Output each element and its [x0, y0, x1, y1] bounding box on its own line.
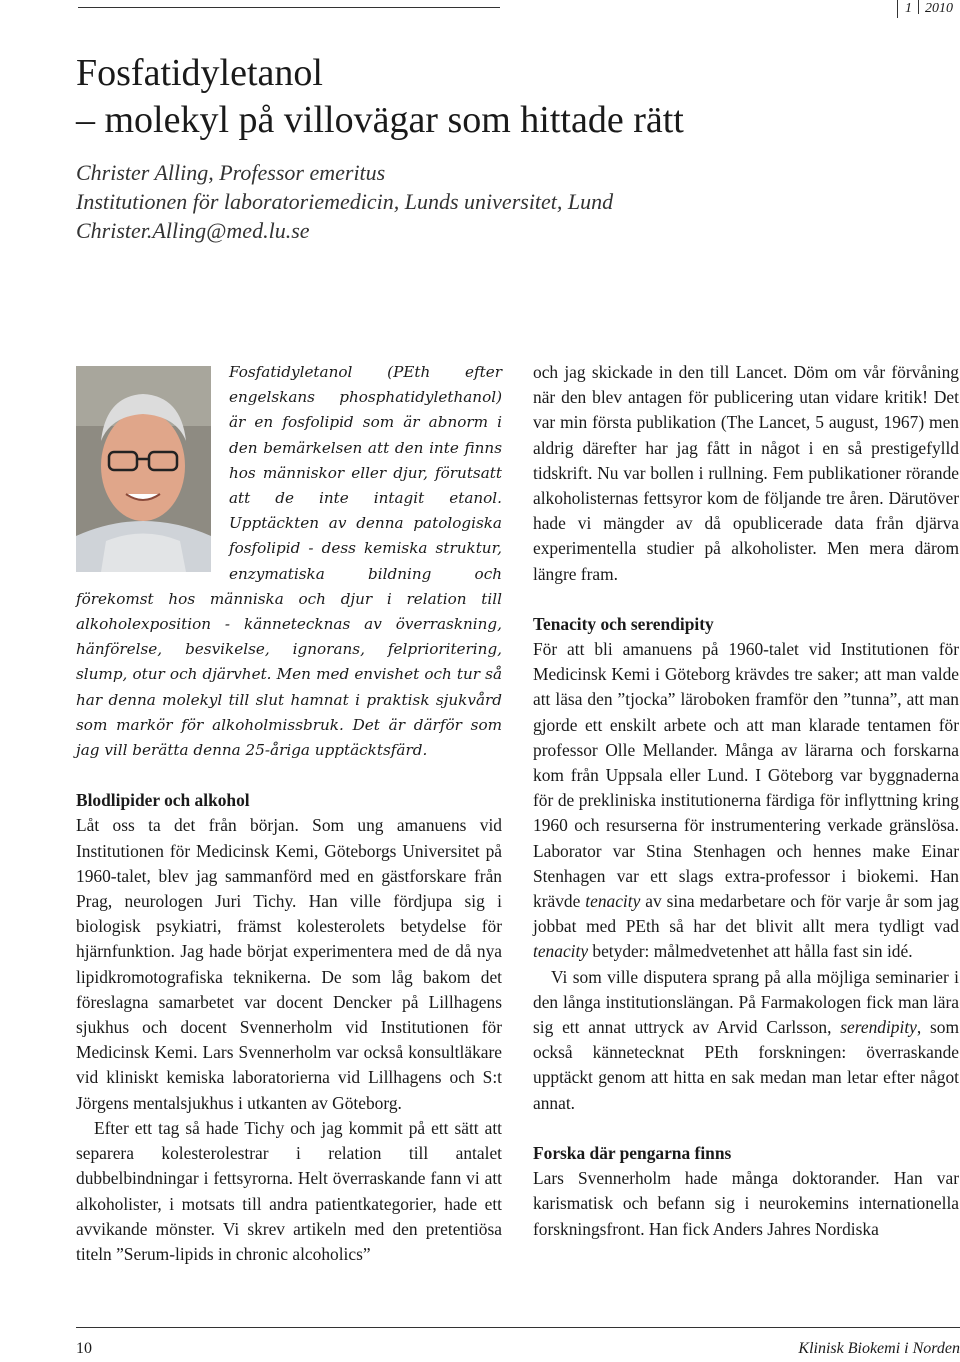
page-number: 10 — [76, 1340, 92, 1357]
intro-paragraph: Fosfatidyletanol (PEth efter engelskans phosphatidylethanol) är en fosfolipid som är abnorm i den bemärkelsen att den inte finns hos människor eller djur, förutsatt att de inte intagit etanol. Upptäckten av denna patologiska fosfolipid - dess kemiska struktur, enzymatiska bildning och förekomst hos människa och djur i relation till alkoholexposition - kännetecknas av överraskning, hänförelse, besvikelse, ignorans, felprioritering, slump, otur och djärvhet. Men med envishet och tur så har denna molekyl till slut hamnat i praktisk sjukvård som markör för alkoholmissbruk. Det är därför som jag vill berätta denna 25-åriga upptäcktsfärd. — [76, 363, 502, 760]
section-heading-forska: Forska där pengarna finns — [533, 1142, 732, 1163]
journal-name: Klinisk Biokemi i Norden — [798, 1340, 960, 1357]
author-photo — [76, 366, 211, 572]
issue-year: 2010 — [925, 1, 953, 16]
paragraph: Låt oss ta det från början. Som ung amanuens vid Institutionen för Medicinsk Kemi, Göteborgs Universitet på 1960-talet, blev jag sammanförd med en gästforskare från Prag, neurologen Juri Tichy. Han ville fördjupa sig i biologisk psykiatri, främst kolesterolets betydelse för hjärnfunktion. Jag hade börjat experimentera med de då nya lipidkromotografiska teknikerna. De som låg bakom det föreslagna samarbetet var docent Dencker på Lillhagens sjukhus och docent Svennerholm vid Institutionen för Medicinsk Kemi. Lars Svennerholm var också konsultläkare vid kliniskt kemiska laboratorierna vid Lillhagens och S:t Jörgens mentalsjukhus i utkanten av Göteborg. — [76, 815, 502, 1113]
section-heading-blodlipider: Blodlipider och alkohol — [76, 790, 250, 811]
paragraph: och jag skickade in den till Lancet. Döm om vår förvåning när den blev antagen för publicering utan vidare kritik! Det var min första publikation (The Lancet, 5 august, 1967) men aldrig därefter har jag fått in något i en så prestigefylld tidskrift. Nu var bollen i rullning. Fem publikationer rörande alkoholisternas fettsyror kom de följande tre åren. Därutöver hade vi mängder av då opublicerade data från djärva experimentella studier på alkoholister. Men mera därom längre fram. — [533, 362, 959, 584]
author-name: Christer Alling, Professor emeritus — [76, 160, 386, 185]
left-column — [76, 360, 502, 1267]
paragraph: Vi som ville disputera sprang på alla möjliga seminarier i den långa institutionslängan. På Farmakologen fick man lära sig ett annat uttryck av Arvid Carlsson, serendipity, som också kännetecknat PEth forskningen: överraskande upptäckt genom att hitta en sak medan man letar efter något annat. — [533, 966, 959, 1113]
footer-rule — [76, 1327, 960, 1328]
author-block — [76, 158, 613, 245]
header-rule — [78, 7, 500, 8]
portrait-image — [76, 366, 211, 572]
issue-label — [897, 0, 953, 18]
title-line-2: – molekyl på villovägar som hittade rätt — [76, 99, 684, 141]
issue-number: 1 — [905, 1, 912, 16]
section-heading-tenacity: Tenacity och serendipity — [533, 613, 714, 634]
article-title — [76, 50, 684, 144]
author-affiliation: Institutionen för laboratoriemedicin, Lunds universitet, Lund — [76, 189, 614, 214]
paragraph: För att bli amanuens på 1960-talet vid Institutionen för Medicinsk Kemi i Göteborg krävdes tre saker; att man valde att läsa den ”tjocka” läroboken framför den ”tunna”, att man gjorde ett enskilt arbete och att man klarade tentamen för professor Olle Mellander. Många av lärarna och forskarna kom från Uppsala eller Lund. I Göteborg var byggnaderna för de prekliniska institutionerna färdiga för inflyttning kring 1960 och resurserna för instrumentering verkade gränslösa. Laborator var Stina Stenhagen och hennes make Einar Stenhagen var ett slags extra-professor i biokemi. Han krävde tenacity av sina medarbetare och för varje år som jag jobbat med PEth så har det blivit allt mera tydligt vad tenacity betyder: målmedvetenhet att hålla fast sin idé. — [533, 639, 959, 962]
paragraph: Lars Svennerholm hade många doktorander. Han var karismatisk och befann sig i neurokemins internationella forskningsfront. Han fick Anders Jahres Nordiska — [533, 1168, 959, 1239]
paragraph: Efter ett tag så hade Tichy och jag kommit på ett sätt att separera kolesterolestrar i relation till antalet dubbelbindningar i fettsyrorna. Helt överraskande fann vi att alkoholister, i motsats till andra patientkategorier, hade ett avvikande mönster. Vi skrev artikeln med den pretentiösa titeln ”Serum-lipids in chronic alcoholics” — [76, 1117, 502, 1264]
title-line-1: Fosfatidyletanol — [76, 52, 323, 94]
right-column — [533, 360, 959, 1242]
author-email: Christer.Alling@med.lu.se — [76, 218, 310, 243]
